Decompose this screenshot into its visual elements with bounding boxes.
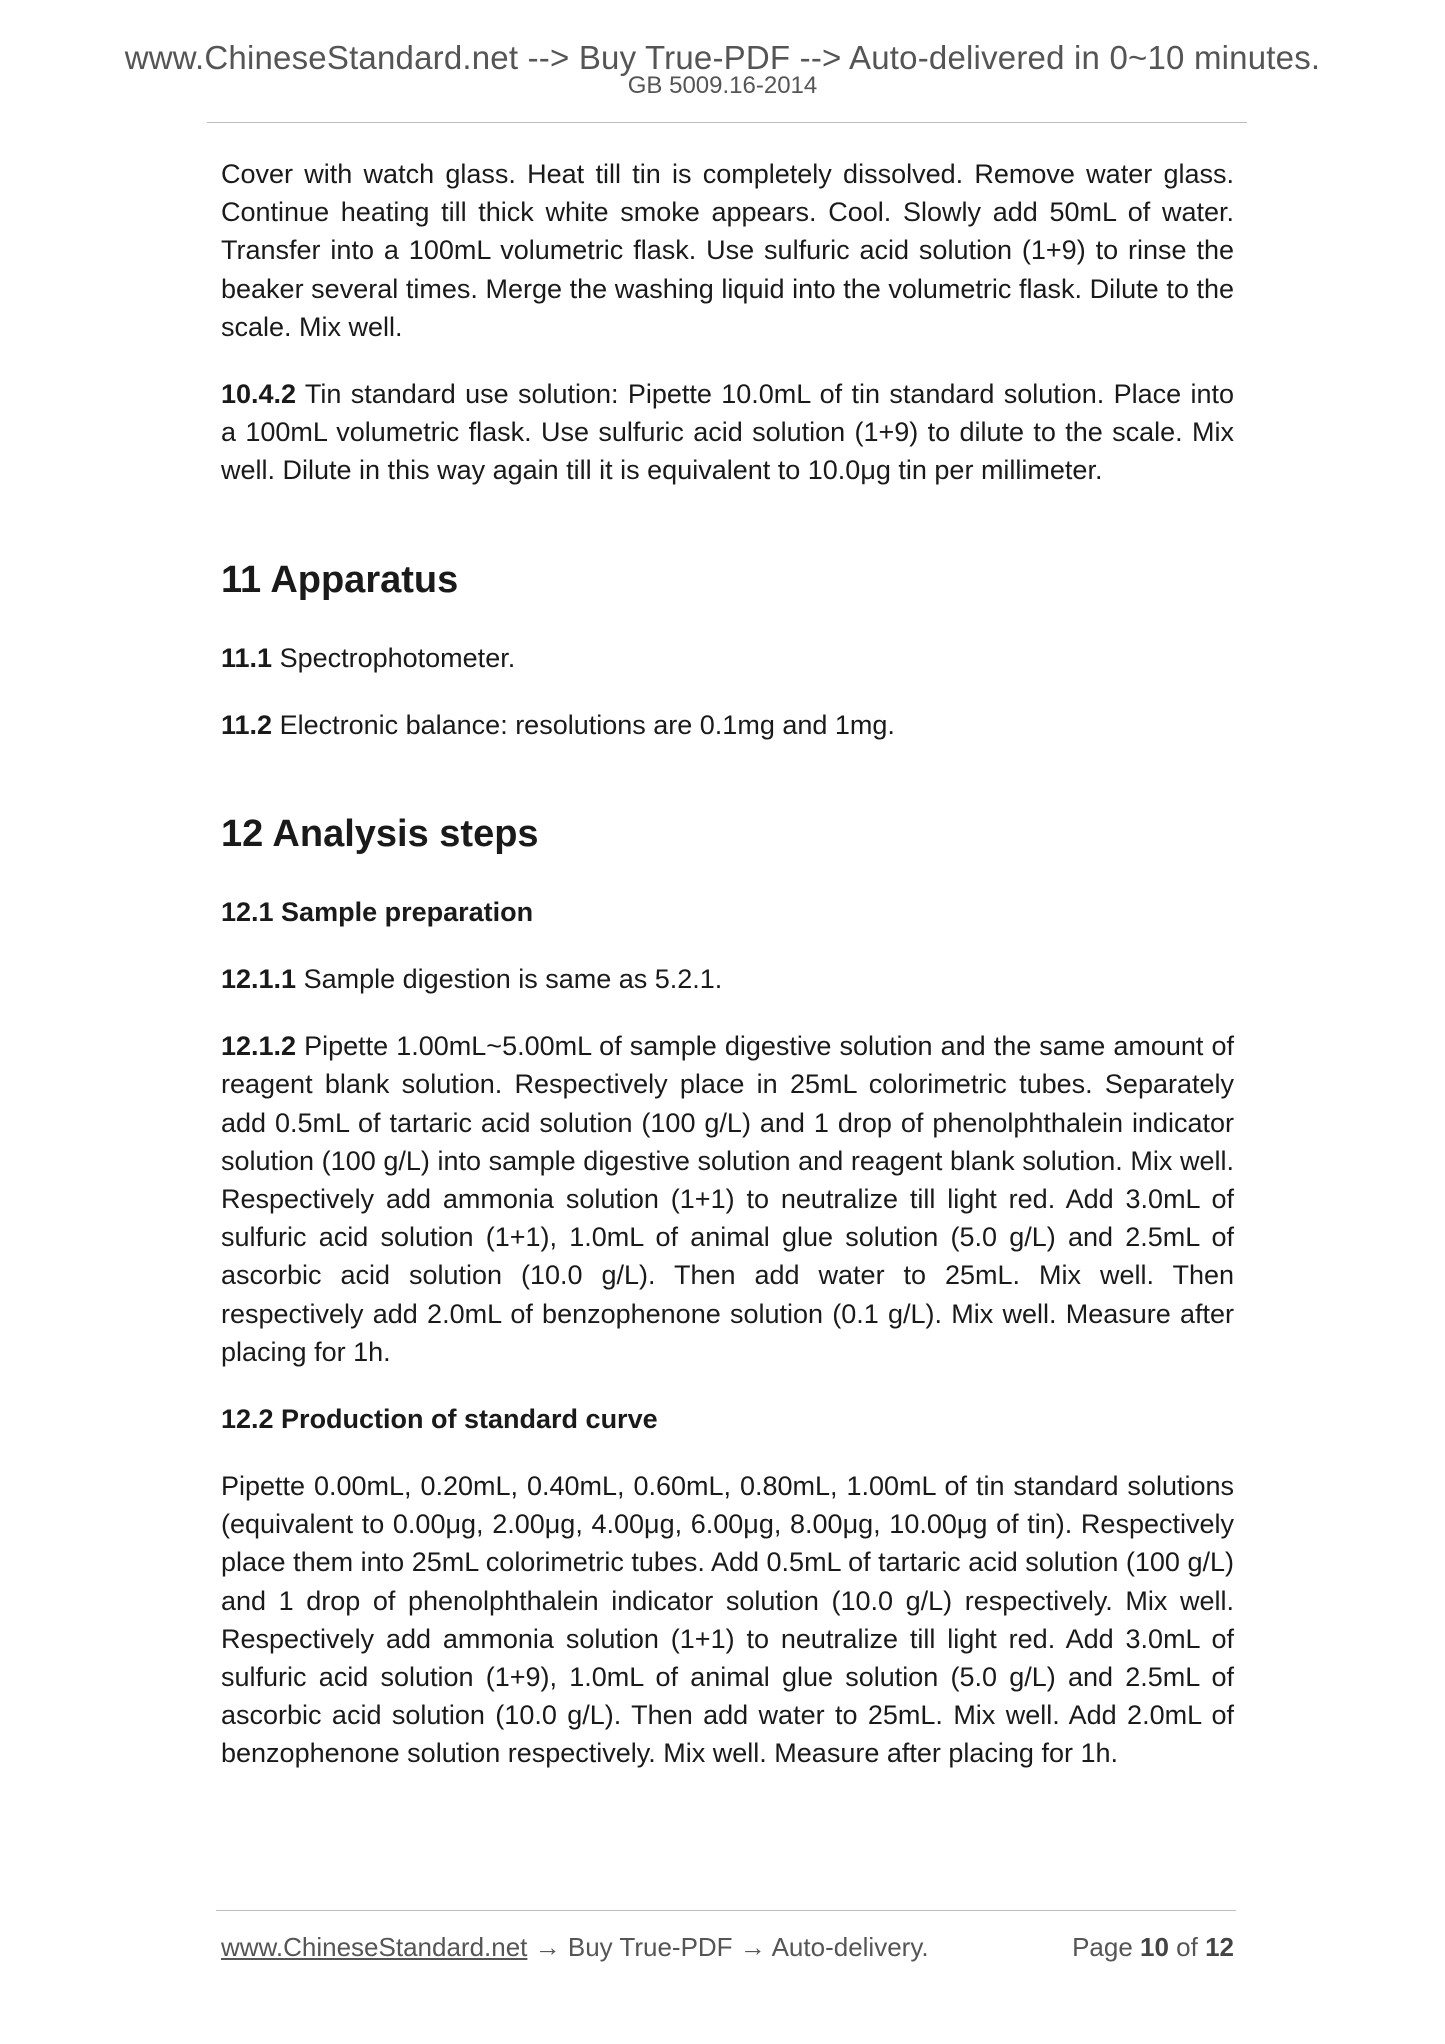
clause-number: 10.4.2 — [221, 379, 297, 410]
paragraph-12-1-1 — [221, 960, 1234, 998]
clause-number: 11.1 — [221, 642, 273, 673]
arrow-icon: → — [732, 1932, 772, 1962]
paragraph-12-1-2 — [221, 1027, 1234, 1371]
header-divider — [207, 122, 1247, 123]
page-content — [221, 155, 1234, 1802]
page-label: Page — [1072, 1932, 1141, 1962]
clause-number: 12.1.2 — [221, 1031, 297, 1062]
footer-delivery-text: Auto-delivery. — [771, 1932, 929, 1962]
clause-text: Spectrophotometer. — [272, 642, 516, 673]
page-number: 10 — [1140, 1932, 1169, 1962]
footer-links — [221, 1930, 929, 1964]
paragraph-continued: Cover with watch glass. Heat till tin is completely dissolved. Remove water glass. Continue heating till thick white smoke appears. Cool. Slowly add 50mL of water. Transfer into a 100mL volumetric flask. Use sulfuric acid solution (1+9) to rinse the beaker several times. Merge the washing liquid into the volumetric flask. Dilute to the scale. Mix well. — [221, 159, 1234, 342]
paragraph-11-1 — [221, 639, 1234, 677]
document-code: GB 5009.16-2014 — [627, 72, 818, 99]
clause-number: 11.2 — [221, 709, 273, 740]
clause-text: Sample digestion is same as 5.2.1. — [296, 964, 723, 995]
subsection-heading-12-1: 12.1 Sample preparation — [221, 897, 534, 928]
clause-number: 12.1.1 — [221, 964, 297, 995]
page-indicator — [1072, 1930, 1234, 1964]
paragraph-11-2 — [221, 706, 1234, 744]
clause-text: Electronic balance: resolutions are 0.1mg and 1mg. — [272, 709, 895, 740]
section-heading-11: 11 Apparatus — [221, 558, 459, 601]
paragraph-10-4-2 — [221, 375, 1234, 490]
paragraph-12-2: Pipette 0.00mL, 0.20mL, 0.40mL, 0.60mL, 0.80mL, 1.00mL of tin standard solutions (equivalent to 0.00μg, 2.00μg, 4.00μg, 6.00μg, 8.00μg, 10.00μg of tin). Respectively place them into 25mL colorimetric tubes. Add 0.5mL of tartaric acid solution (100 g/L) and 1 drop of phenolphthalein indicator solution (10.0 g/L) respectively. Mix well. Respectively add ammonia solution (1+1) to neutralize till light red. Add 3.0mL of sulfuric acid solution (1+9), 1.0mL of animal glue solution (5.0 g/L) and 2.5mL of ascorbic acid solution (10.0 g/L). Then add water to 25mL. Mix well. Add 2.0mL of benzophenone solution respectively. Mix well. Measure after placing for 1h. — [221, 1471, 1234, 1769]
page-total: 12 — [1205, 1932, 1234, 1962]
subsection-heading-12-2: 12.2 Production of standard curve — [221, 1404, 658, 1435]
clause-text: Pipette 1.00mL~5.00mL of sample digestive solution and the same amount of reagent blank solution. Respectively place in 25mL colorimetric tubes. Separately add 0.5mL of tartaric acid solution (100 g/L) and 1 drop of phenolphthalein indicator solution (100 g/L) into sample digestive solution and reagent blank solution. Mix well. Respectively add ammonia solution (1+1) to neutralize till light red. Add 3.0mL of sulfuric acid solution (1+1), 1.0mL of animal glue solution (5.0 g/L) and 2.5mL of ascorbic acid solution (10.0 g/L). Then add water to 25mL. Mix well. Then respectively add 2.0mL of benzophenone solution (0.1 g/L). Mix well. Measure after placing for 1h. — [221, 1031, 1234, 1367]
top-banner[interactable]: www.ChineseStandard.net --> Buy True-PDF --> Auto-delivered in 0~10 minutes. — [124, 39, 1321, 76]
footer-site-link[interactable]: www.ChineseStandard.net — [221, 1932, 528, 1962]
clause-text: Tin standard use solution: Pipette 10.0mL of tin standard solution. Place into a 100mL volumetric flask. Use sulfuric acid solution (1+9) to dilute to the scale. Mix well. Dilute in this way again till it is equivalent to 10.0μg tin per millimeter. — [221, 379, 1234, 486]
footer-buy-text: Buy True-PDF — [567, 1932, 733, 1962]
of-label: of — [1168, 1932, 1206, 1962]
section-heading-12: 12 Analysis steps — [221, 813, 539, 856]
arrow-icon: → — [527, 1932, 568, 1962]
footer-divider — [216, 1910, 1236, 1911]
